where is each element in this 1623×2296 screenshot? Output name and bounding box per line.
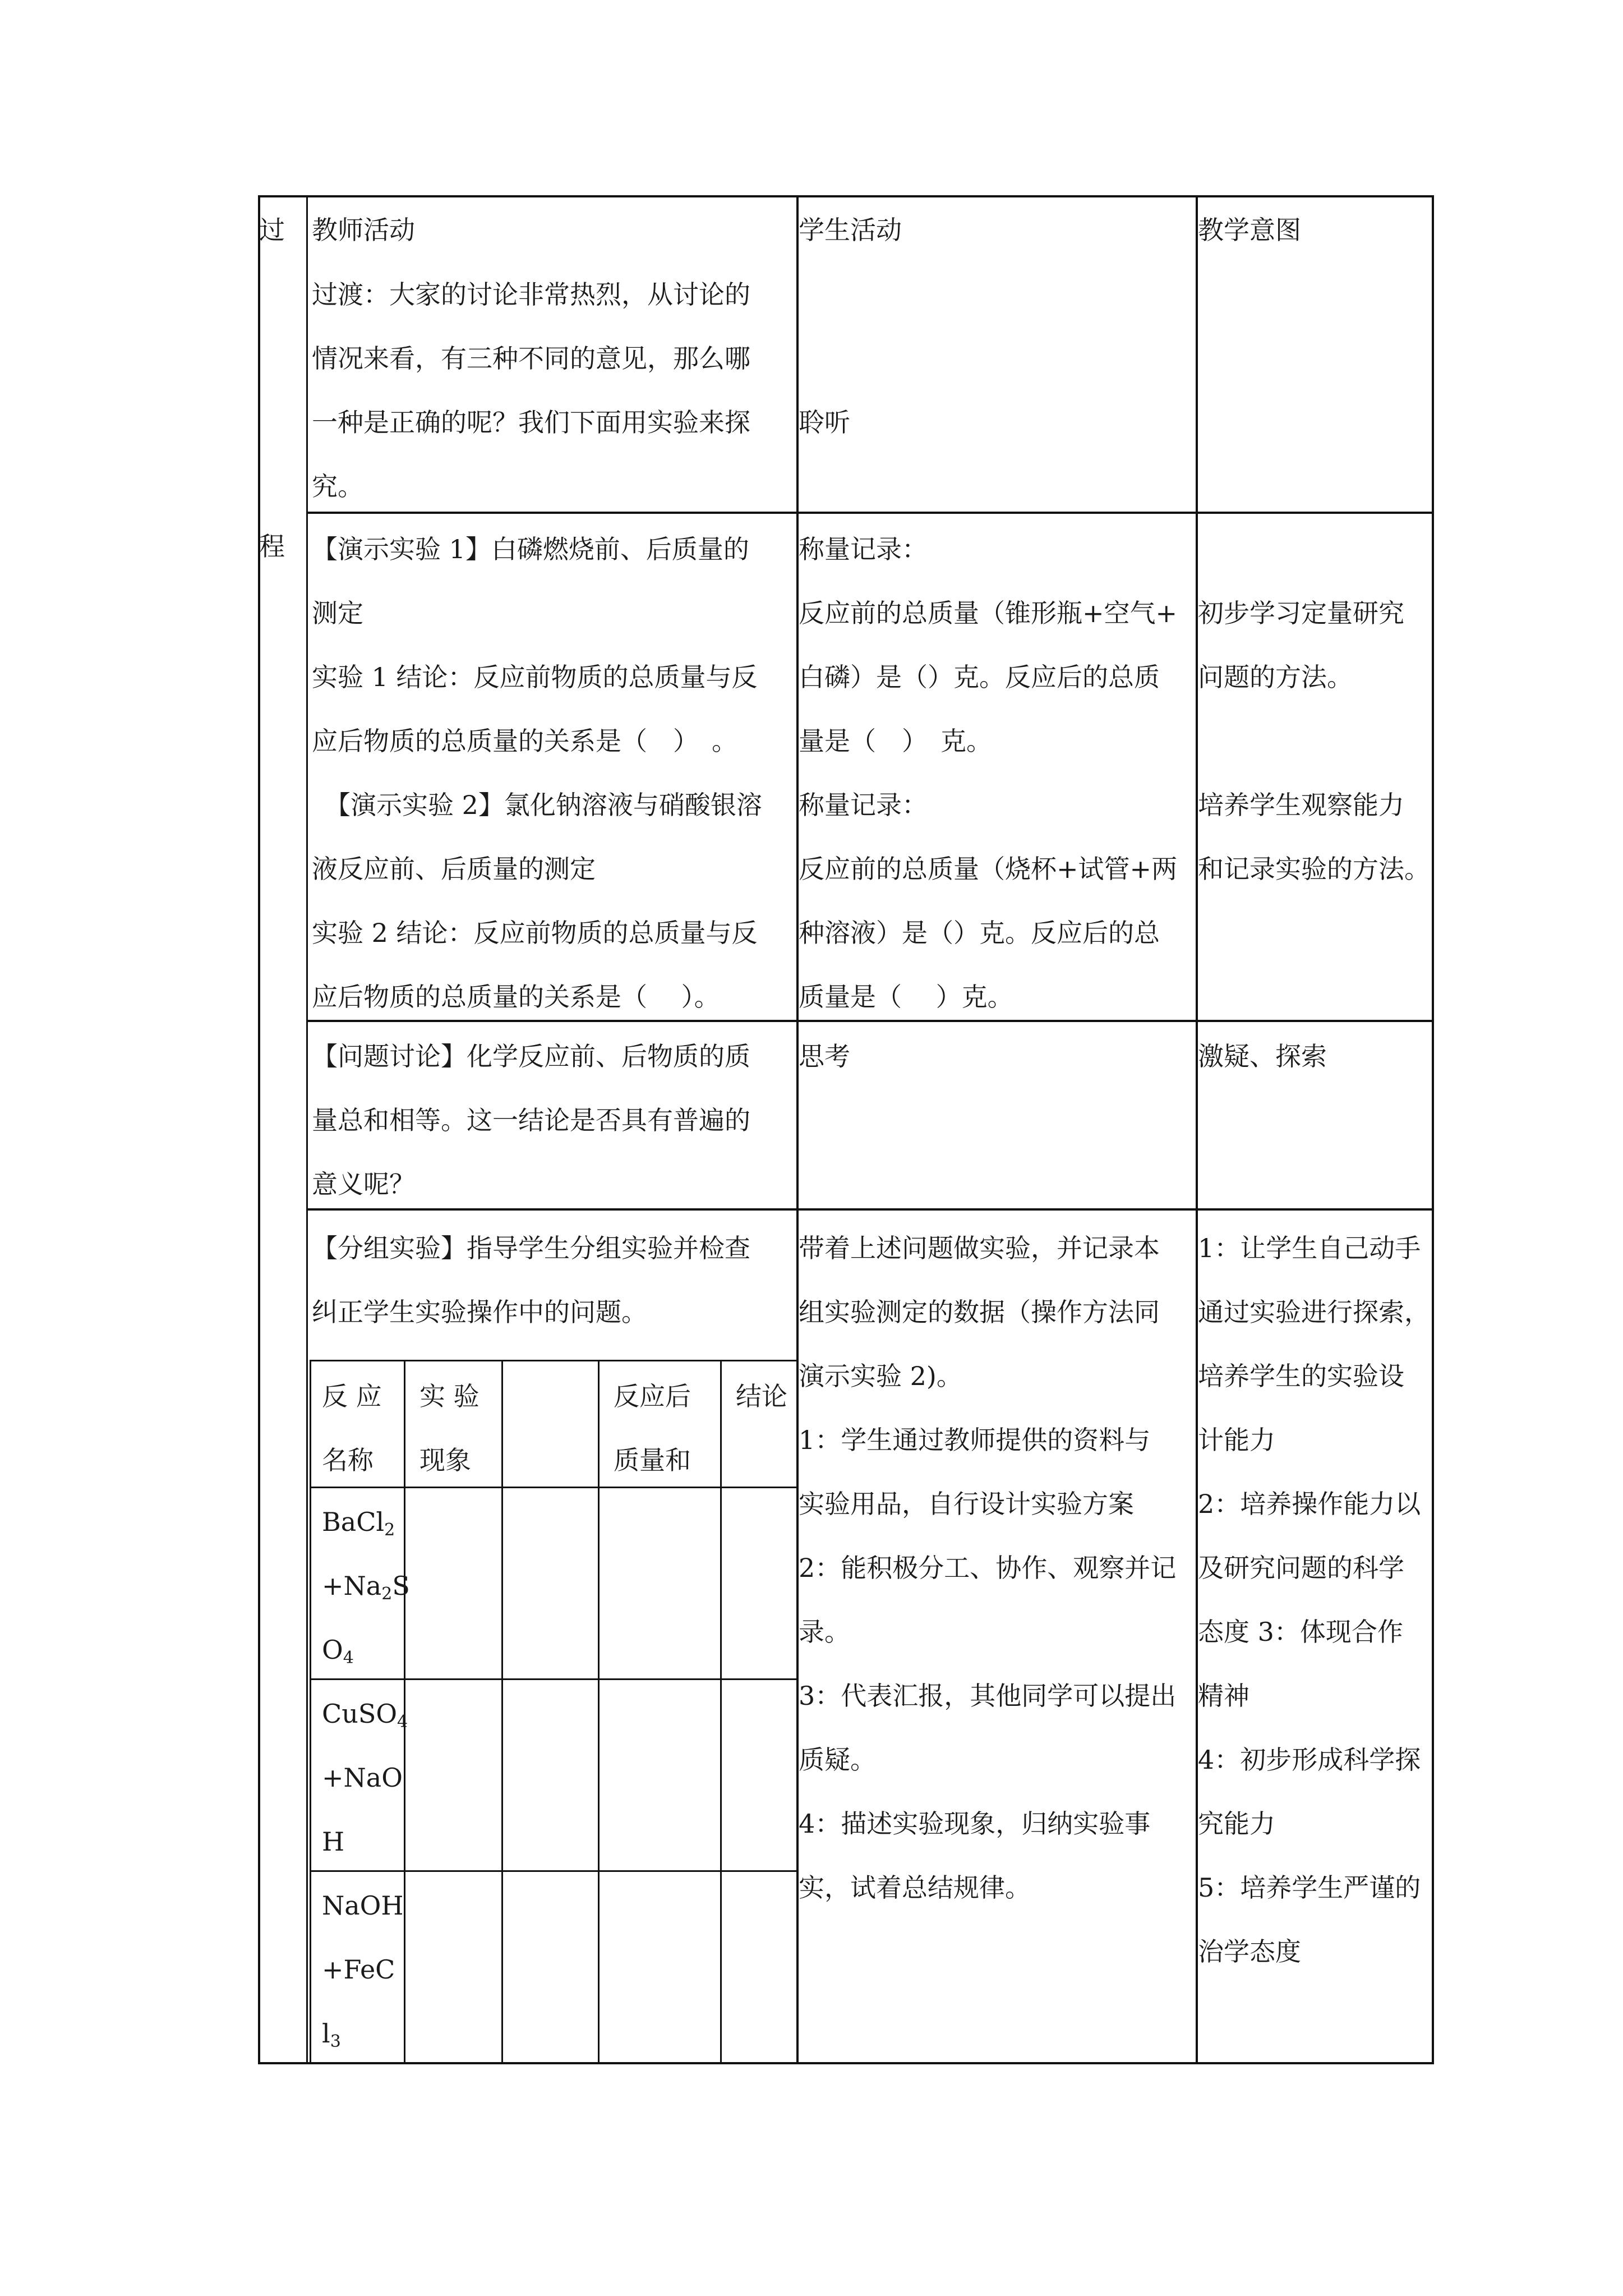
subtable-row-naoh-fecl3: NaOH +FeC $l_3$ [322, 1890, 404, 2051]
subtable-row-cuso4-naoh: CuSO$_4$ +NaO H [322, 1699, 408, 1857]
row4-intent-text: 1：让学生自己动手 通过实验进行探索， 培养学生的实验设 计能力 2：培养操作能力以 及研究问题的科学 态度 3：体现合作 精神 4：初步形成科学探 究能力 5：培养学生严谨的 治学态度 [1198, 1233, 1430, 1967]
subtable-header-conclusion: 结论 [736, 1381, 787, 1411]
row1-student-text: 聆听 [799, 407, 850, 438]
subtable-header-phenomenon: 实 验 现象 [419, 1381, 479, 1475]
row1-teacher-text: 过渡：大家的讨论非常热烈，从讨论的 情况来看，有三种不同的意见，那么哪 一种是正确的呢？我们下面用实验来探 究。 [312, 279, 750, 501]
subtable-left-border [310, 1360, 311, 2063]
row3-student-text: 思考 [799, 1041, 850, 1071]
header-student-activity: 学生活动 [799, 215, 902, 245]
table-col-divider-1 [306, 195, 308, 2064]
row4-student-text: 带着上述问题做实验，并记录本 组实验测定的数据（操作方法同 演示实验 2)。 1：学生通过教师提供的资料与 实验用品，自行设计实验方案 2：能积极分工、协作、观察并记 录。 3：代表汇报，其他同学可以提出 质疑。 4：描述实验现象，归纳实验事 实，试着总结规律。 [799, 1233, 1177, 1903]
left-col-char-cheng: 程 [259, 531, 285, 562]
row2-teacher-text: 【演示实验 1】白磷燃烧前、后质量的 测定 实验 1 结论：反应前物质的总质量与反 应后物质的总质量的关系是（ ） 。 【演示实验 2】氯化钠溶液与硝酸银溶 液反应前、后质量的测定 实验 2 结论：反应前物质的总质量与反 应后物质的总质量的关系是（ ）。 [312, 534, 762, 1012]
row2-student-text: 称量记录： 反应前的总质量（锥形瓶+空气+ 白磷）是（）克。反应后的总质 量是（ ） 克。 称量记录： 反应前的总质量（烧杯+试管+两 种溶液）是（）克。反应后的总 质量是（ ）克。 [799, 534, 1178, 1012]
row2-intent-text: 初步学习定量研究 问题的方法。 培养学生观察能力 和记录实验的方法。 [1198, 598, 1430, 884]
table-border-top [258, 195, 1434, 197]
subtable-col-divider-2 [501, 1360, 503, 2063]
table-border-bottom [258, 2062, 1434, 2064]
subtable-row-bacl2-na2so4: BaCl$_2$ $+Na_2S$ $O_4$ [322, 1507, 410, 1668]
row4-teacher-text: 【分组实验】指导学生分组实验并检查 纠正学生实验操作中的问题。 [312, 1233, 750, 1327]
row3-teacher-text: 【问题讨论】化学反应前、后物质的质 量总和相等。这一结论是否具有普遍的 意义呢？ [312, 1041, 750, 1199]
subtable-col-divider-4 [720, 1360, 722, 2063]
row3-intent-text: 激疑、探索 [1198, 1041, 1327, 1071]
subtable-header-mass-after: 反应后 质量和 [614, 1381, 691, 1475]
subtable-top-border [310, 1360, 796, 1361]
subtable-header-reaction-name: 反 应 名称 [322, 1381, 382, 1475]
header-teacher-activity: 教师活动 [312, 215, 415, 245]
table-border-right [1432, 195, 1434, 2064]
subtable-header-divider [310, 1487, 796, 1488]
left-col-char-guo: 过 [259, 215, 285, 245]
subtable-col-divider-3 [598, 1360, 600, 2063]
table-border-left [258, 195, 260, 2064]
header-teaching-intent: 教学意图 [1198, 215, 1301, 245]
